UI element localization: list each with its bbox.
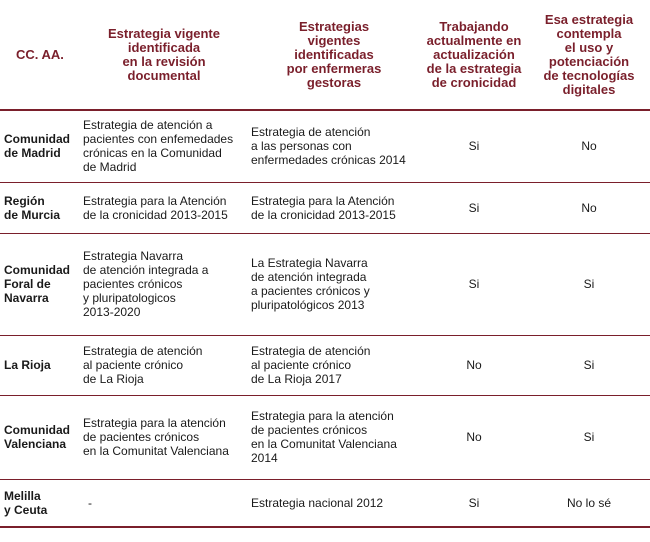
digital-cell: No lo sé bbox=[528, 479, 650, 527]
updating-cell: Si bbox=[420, 479, 528, 527]
table-row bbox=[0, 110, 650, 182]
nurse-strategy-cell: Estrategia nacional 2012 bbox=[248, 479, 420, 527]
doc-strategy-cell: Estrategia Navarra de atención integrada a pacientes crónicos y pluripatologicos 2013-2020 bbox=[80, 233, 248, 335]
region-cell: Comunidad Foral de Navarra bbox=[0, 233, 80, 335]
doc-strategy-cell: Estrategia para la Atención de la cronicidad 2013-2015 bbox=[80, 182, 248, 233]
updating-cell: Si bbox=[420, 110, 528, 182]
region-cell: La Rioja bbox=[0, 335, 80, 395]
digital-cell: Si bbox=[528, 395, 650, 479]
doc-strategy-cell: - bbox=[80, 479, 248, 527]
header-digital: Esa estrategia contempla el uso y potenciación de tecnologías digitales bbox=[528, 0, 650, 110]
header-nurse-strategy: Estrategias vigentes identificadas por enfermeras gestoras bbox=[248, 0, 420, 110]
header-cc-aa: CC. AA. bbox=[0, 0, 80, 110]
table-row bbox=[0, 233, 650, 335]
nurse-strategy-cell: Estrategia para la atención de pacientes crónicos en la Comunitat Valenciana 2014 bbox=[248, 395, 420, 479]
updating-cell: No bbox=[420, 395, 528, 479]
table-row bbox=[0, 395, 650, 479]
nurse-strategy-cell: La Estrategia Navarra de atención integrada a pacientes crónicos y pluripatológicos 2013 bbox=[248, 233, 420, 335]
header-updating: Trabajando actualmente en actualización de la estrategia de cronicidad bbox=[420, 0, 528, 110]
header-documental-strategy: Estrategia vigente identificada en la revisión documental bbox=[80, 0, 248, 110]
region-cell: Comunidad de Madrid bbox=[0, 110, 80, 182]
table-row bbox=[0, 335, 650, 395]
region-cell: Melilla y Ceuta bbox=[0, 479, 80, 527]
table-row bbox=[0, 479, 650, 527]
region-cell: Región de Murcia bbox=[0, 182, 80, 233]
nurse-strategy-cell: Estrategia de atención al paciente crónico de La Rioja 2017 bbox=[248, 335, 420, 395]
digital-cell: Si bbox=[528, 335, 650, 395]
doc-strategy-cell: Estrategia de atención a pacientes con enfemedades crónicas en la Comunidad de Madrid bbox=[80, 110, 248, 182]
table-header-row bbox=[0, 0, 650, 110]
nurse-strategy-cell: Estrategia de atención a las personas con enfermedades crónicas 2014 bbox=[248, 110, 420, 182]
updating-cell: Si bbox=[420, 182, 528, 233]
table-row bbox=[0, 182, 650, 233]
doc-strategy-cell: Estrategia para la atención de pacientes crónicos en la Comunitat Valenciana bbox=[80, 395, 248, 479]
digital-cell: Si bbox=[528, 233, 650, 335]
digital-cell: No bbox=[528, 110, 650, 182]
region-cell: Comunidad Valenciana bbox=[0, 395, 80, 479]
updating-cell: No bbox=[420, 335, 528, 395]
doc-strategy-cell: Estrategia de atención al paciente crónico de La Rioja bbox=[80, 335, 248, 395]
digital-cell: No bbox=[528, 182, 650, 233]
updating-cell: Si bbox=[420, 233, 528, 335]
nurse-strategy-cell: Estrategia para la Atención de la cronicidad 2013-2015 bbox=[248, 182, 420, 233]
